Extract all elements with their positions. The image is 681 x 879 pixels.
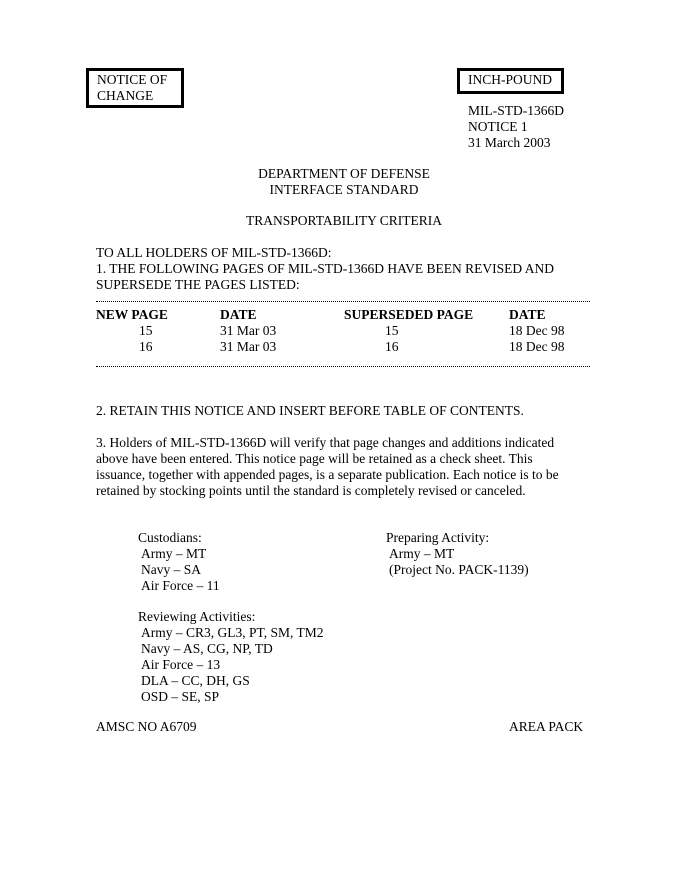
item-2: 2. RETAIN THIS NOTICE AND INSERT BEFORE TABLE OF CONTENTS. bbox=[96, 403, 524, 418]
reviewing-item: Army – CR3, GL3, PT, SM, TM2 bbox=[141, 625, 324, 640]
reviewing-item: Navy – AS, CG, NP, TD bbox=[141, 641, 273, 656]
document-id: MIL-STD-1366D bbox=[468, 103, 564, 118]
notice-box-line-2: CHANGE bbox=[97, 88, 154, 103]
inch-pound-label: INCH-POUND bbox=[468, 72, 552, 87]
item-3-paragraph bbox=[96, 435, 596, 499]
custodians-block bbox=[138, 530, 220, 594]
table-row bbox=[96, 323, 576, 339]
header-superseded-page: SUPERSEDED PAGE bbox=[344, 307, 474, 322]
superseded-date-cell: 18 Dec 98 bbox=[509, 323, 565, 338]
page-change-table bbox=[96, 307, 576, 355]
custodian-item: Air Force – 11 bbox=[141, 578, 220, 593]
intro-block bbox=[96, 245, 586, 293]
item-1-line-2: SUPERSEDE THE PAGES LISTED: bbox=[96, 277, 300, 292]
notice-of-change-box bbox=[86, 68, 184, 108]
subject-title: TRANSPORTABILITY CRITERIA bbox=[246, 213, 442, 228]
reviewing-heading: Reviewing Activities: bbox=[138, 609, 256, 624]
custodian-item: Army – MT bbox=[141, 546, 207, 561]
table-top-rule bbox=[96, 301, 590, 302]
notice-number: NOTICE 1 bbox=[468, 119, 528, 134]
new-page-cell: 15 bbox=[139, 323, 153, 338]
notice-box-line-1: NOTICE OF bbox=[97, 72, 168, 87]
new-page-cell: 16 bbox=[139, 339, 153, 354]
new-date-cell: 31 Mar 03 bbox=[220, 323, 277, 338]
amsc-number: AMSC NO A6709 bbox=[96, 719, 197, 734]
item-3-line-1: 3. Holders of MIL-STD-1366D will verify that page changes and additions indicated bbox=[96, 435, 555, 450]
custodians-heading: Custodians: bbox=[138, 530, 202, 545]
document-id-block bbox=[468, 103, 564, 151]
custodian-item: Navy – SA bbox=[141, 562, 201, 577]
table-header-row bbox=[96, 307, 576, 323]
addressee-line: TO ALL HOLDERS OF MIL-STD-1366D: bbox=[96, 245, 332, 260]
inch-pound-box bbox=[457, 68, 564, 94]
header-new-page: NEW PAGE bbox=[96, 307, 168, 322]
department-title: DEPARTMENT OF DEFENSE bbox=[258, 166, 430, 181]
title-block bbox=[0, 166, 681, 198]
superseded-date-cell: 18 Dec 98 bbox=[509, 339, 565, 354]
header-superseded-date: DATE bbox=[509, 307, 546, 322]
reviewing-item: Air Force – 13 bbox=[141, 657, 221, 672]
notice-date: 31 March 2003 bbox=[468, 135, 551, 150]
preparing-item: (Project No. PACK-1139) bbox=[389, 562, 529, 577]
area-code: AREA PACK bbox=[509, 719, 584, 734]
reviewing-activities-block bbox=[138, 609, 324, 705]
superseded-page-cell: 16 bbox=[385, 339, 399, 354]
reviewing-item: OSD – SE, SP bbox=[141, 689, 220, 704]
header-date: DATE bbox=[220, 307, 257, 322]
standard-type: INTERFACE STANDARD bbox=[269, 182, 419, 197]
item-1-line-1: 1. THE FOLLOWING PAGES OF MIL-STD-1366D HAVE BEEN REVISED AND bbox=[96, 261, 555, 276]
preparing-item: Army – MT bbox=[389, 546, 455, 561]
superseded-page-cell: 15 bbox=[385, 323, 399, 338]
item-3-line-2: above have been entered. This notice page will be retained as a check sheet. This bbox=[96, 451, 533, 466]
item-3-line-4: retained by stocking points until the standard is completely revised or canceled. bbox=[96, 483, 526, 498]
preparing-activity-block bbox=[386, 530, 529, 578]
preparing-heading: Preparing Activity: bbox=[386, 530, 490, 545]
new-date-cell: 31 Mar 03 bbox=[220, 339, 277, 354]
item-3-line-3: issuance, together with appended pages, is a separate publication. Each notice is to be bbox=[96, 467, 559, 482]
reviewing-item: DLA – CC, DH, GS bbox=[141, 673, 250, 688]
table-bottom-rule bbox=[96, 366, 590, 367]
table-row bbox=[96, 339, 576, 355]
